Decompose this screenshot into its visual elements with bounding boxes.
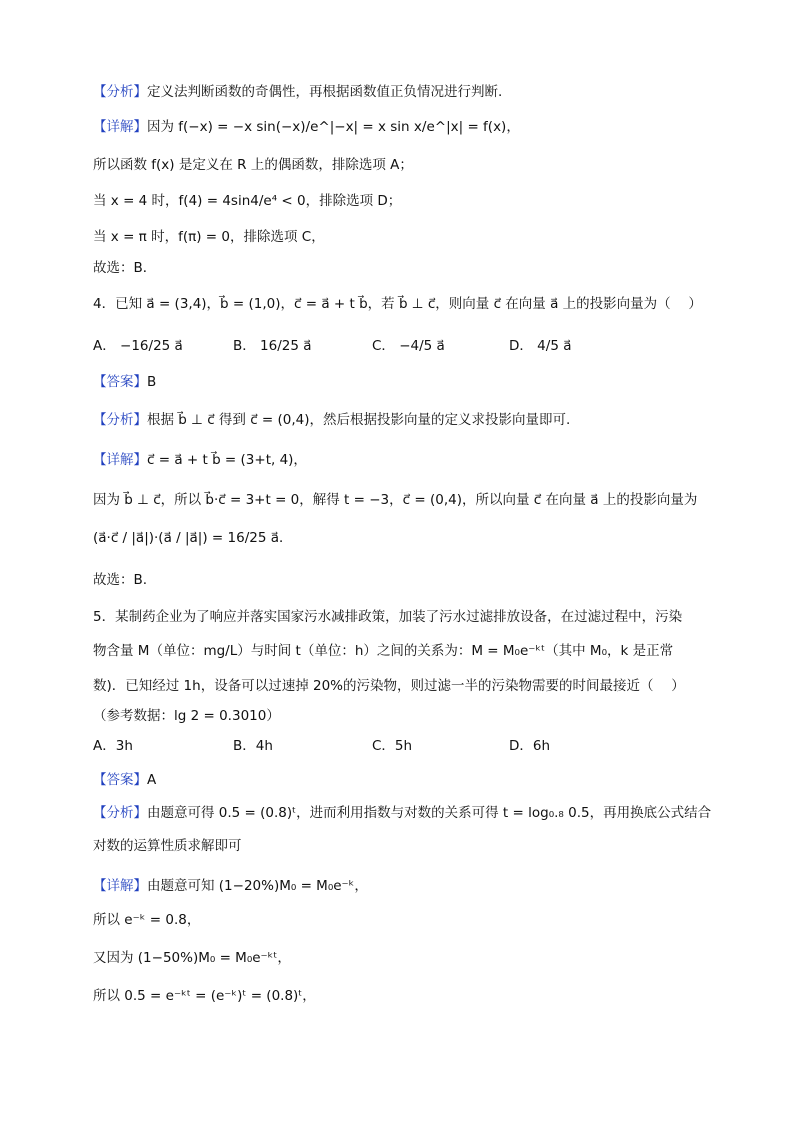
q3-line3: 当 x = π 时，f(π) = 0，排除选项 C， bbox=[93, 229, 325, 245]
q3-detail bbox=[93, 117, 520, 137]
q5-option-b: B．4h bbox=[233, 738, 273, 754]
q4-conclusion: 故选：B. bbox=[93, 572, 148, 588]
q3-conclusion: 故选：B． bbox=[93, 260, 157, 276]
detail-text: 由题意可知 (1−20%)M₀ = M₀e⁻ᵏ， bbox=[147, 878, 368, 894]
q4-option-d: D． 4/5 a⃗ bbox=[509, 338, 572, 354]
q4-option-a: A． −16/25 a⃗ bbox=[93, 338, 183, 354]
q5-analysis-cont: 对数的运算性质求解即可 bbox=[93, 838, 242, 854]
analysis-tag: 【分析】 bbox=[93, 412, 147, 428]
q4-option-b: B． 16/25 a⃗ bbox=[233, 338, 312, 354]
q5-question-line2: 物含量 M（单位：mg/L）与时间 t（单位：h）之间的关系为：M = M₀e⁻ᵏᵗ（其中 M₀，k 是正常 bbox=[93, 643, 674, 659]
q5-option-a: A．3h bbox=[93, 738, 133, 754]
q5-reference-data: （参考数据：lg 2 = 0.3010） bbox=[93, 708, 280, 724]
q5-question-line1: 5．某制药企业为了响应并落实国家污水减排政策，加装了污水过滤排放设备，在过滤过程中，污染 bbox=[93, 609, 683, 625]
q5-line3: 所以 0.5 = e⁻ᵏᵗ = (e⁻ᵏ)ᵗ = (0.8)ᵗ， bbox=[93, 988, 316, 1004]
q5-option-d: D．6h bbox=[509, 738, 551, 754]
analysis-text: 定义法判断函数的奇偶性，再根据函数值正负情况进行判断. bbox=[147, 84, 503, 100]
detail-tag: 【详解】 bbox=[93, 119, 147, 135]
q4-analysis bbox=[93, 410, 570, 430]
answer-text: A bbox=[147, 772, 157, 788]
q5-option-c: C．5h bbox=[372, 738, 413, 754]
analysis-text: 由题意可得 0.5 = (0.8)ᵗ，进而利用指数与对数的关系可得 t = log₀.₈ 0.5，再用换底公式结合 bbox=[147, 805, 712, 821]
q4-line2: (a⃗·c⃗ / |a⃗|)·(a⃗ / |a⃗|) = 16/25 a⃗． bbox=[93, 530, 293, 546]
q5-question-line3: 数)．已知经过 1h，设备可以过速掉 20%的污染物，则过滤一半的污染物需要的时间最接近（ ） bbox=[93, 678, 685, 694]
answer-text: B bbox=[147, 374, 157, 390]
q5-line1: 所以 e⁻ᵏ = 0.8， bbox=[93, 912, 201, 928]
detail-text: c⃗ = a⃗ + t b⃗ = (3+t, 4)， bbox=[147, 452, 307, 468]
q3-line1: 所以函数 f(x) 是定义在 R 上的偶函数，排除选项 A； bbox=[93, 157, 413, 173]
q4-question: 4．已知 a⃗ = (3,4)，b⃗ = (1,0)，c⃗ = a⃗ + t b⃗，若 b⃗ ⊥ c⃗，则向量 c⃗ 在向量 a⃗ 上的投影向量为（ ） bbox=[93, 296, 702, 312]
q4-detail bbox=[93, 450, 307, 470]
q3-line2: 当 x = 4 时，f(4) = 4sin4/e⁴ < 0，排除选项 D； bbox=[93, 193, 402, 209]
q5-line2: 又因为 (1−50%)M₀ = M₀e⁻ᵏᵗ， bbox=[93, 950, 291, 966]
analysis-tag: 【分析】 bbox=[93, 84, 147, 100]
q5-analysis bbox=[93, 803, 711, 823]
q4-line1: 因为 b⃗ ⊥ c⃗，所以 b⃗·c⃗ = 3+t = 0，解得 t = −3，c⃗ = (0,4)，所以向量 c⃗ 在向量 a⃗ 上的投影向量为 bbox=[93, 492, 698, 508]
q4-answer bbox=[93, 372, 156, 392]
q5-answer bbox=[93, 770, 156, 790]
q4-option-c: C． −4/5 a⃗ bbox=[372, 338, 445, 354]
detail-text: 因为 f(−x) = −x sin(−x)/e^|−x| = x sin x/e^|x| = f(x)， bbox=[147, 119, 520, 135]
q5-detail bbox=[93, 876, 368, 896]
detail-tag: 【详解】 bbox=[93, 878, 147, 894]
analysis-tag: 【分析】 bbox=[93, 805, 147, 821]
analysis-text: 根据 b⃗ ⊥ c⃗ 得到 c⃗ = (0,4)，然后根据投影向量的定义求投影向量即可. bbox=[147, 412, 571, 428]
detail-tag: 【详解】 bbox=[93, 452, 147, 468]
answer-tag: 【答案】 bbox=[93, 772, 147, 788]
answer-tag: 【答案】 bbox=[93, 374, 147, 390]
q3-analysis bbox=[93, 82, 502, 102]
